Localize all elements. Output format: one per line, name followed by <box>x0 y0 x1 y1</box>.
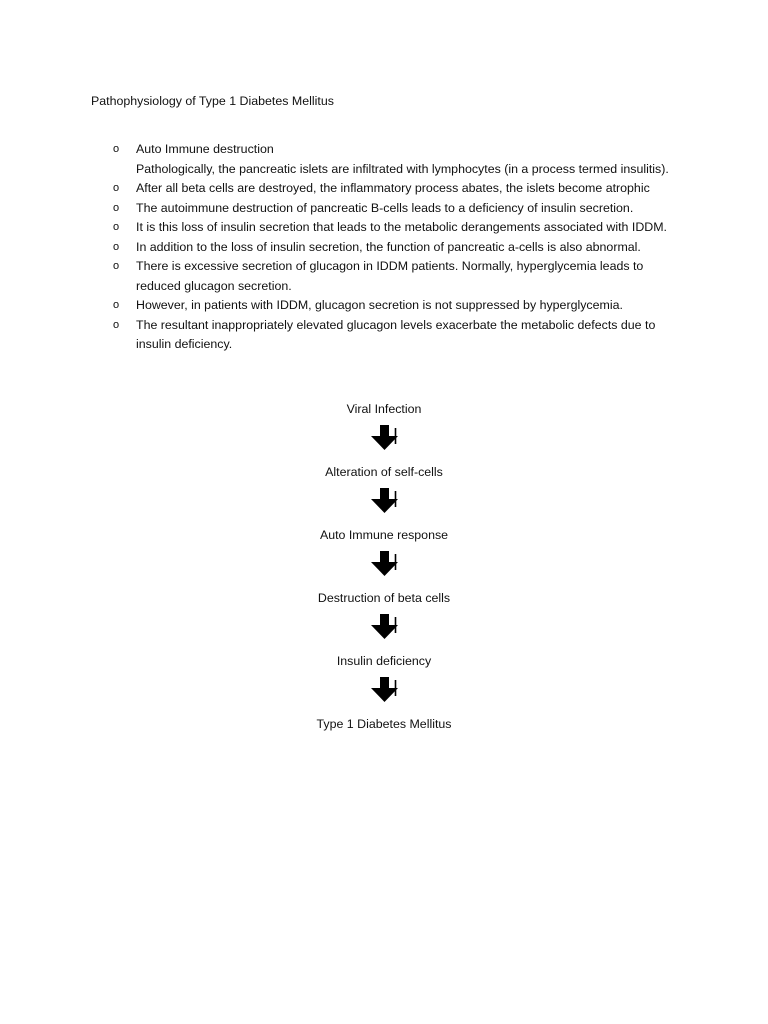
bullet-list <box>113 140 683 355</box>
flow-step-alteration-of-self-cells: Alteration of self-cells <box>325 465 443 479</box>
list-item <box>113 199 683 219</box>
down-arrow-icon <box>371 614 398 639</box>
bullet-marker: o <box>113 143 120 155</box>
bullet-text: Auto Immune destruction <box>136 142 274 156</box>
list-item <box>113 238 683 258</box>
down-arrow-icon <box>371 551 398 576</box>
bullet-text: There is excessive secretion of glucagon in IDDM patients. Normally, hyperglycemia leads to reduced glucagon secretion. <box>136 259 644 293</box>
list-item <box>113 179 683 199</box>
list-item <box>113 296 683 316</box>
page-title: Pathophysiology of Type 1 Diabetes Mellitus <box>91 94 334 108</box>
bullet-text: The resultant inappropriately elevated glucagon levels exacerbate the metabolic defects due to insulin deficiency. <box>136 317 656 351</box>
bullet-text: It is this loss of insulin secretion that leads to the metabolic derangements associated with IDDM. <box>136 220 667 234</box>
down-arrow-icon <box>371 425 398 450</box>
flowchart <box>234 400 534 734</box>
list-item <box>113 218 683 238</box>
flow-step-type-1-diabetes-mellitus: Type 1 Diabetes Mellitus <box>316 717 452 731</box>
bullet-text: After all beta cells are destroyed, the inflammatory process abates, the islets become atrophic <box>136 181 650 195</box>
bullet-marker: o <box>113 240 120 253</box>
bullet-marker: o <box>113 201 120 214</box>
list-item <box>113 316 683 355</box>
bullet-subtext: Pathologically, the pancreatic islets are infiltrated with lymphocytes (in a process termed insulitis). <box>136 161 669 176</box>
flow-step-viral-infection: Viral Infection <box>346 402 422 416</box>
bullet-marker: o <box>113 221 120 233</box>
bullet-marker: o <box>113 299 120 311</box>
bullet-text: However, in patients with IDDM, glucagon secretion is not suppressed by hyperglycemia. <box>136 298 623 312</box>
list-item <box>113 140 683 179</box>
flow-step-insulin-deficiency: Insulin deficiency <box>336 654 432 668</box>
bullet-text: In addition to the loss of insulin secretion, the function of pancreatic a-cells is also abnormal. <box>136 239 641 254</box>
flow-step-destruction-of-beta-cells: Destruction of beta cells <box>317 591 451 605</box>
bullet-marker: o <box>113 182 120 194</box>
down-arrow-icon <box>371 488 398 513</box>
flow-step-auto-immune-response: Auto Immune response <box>319 528 449 542</box>
bullet-marker: o <box>113 260 120 272</box>
down-arrow-icon <box>371 677 398 702</box>
bullet-marker: o <box>113 318 120 331</box>
list-item <box>113 257 683 296</box>
bullet-text: The autoimmune destruction of pancreatic B-cells leads to a deficiency of insulin secretion. <box>136 200 634 215</box>
